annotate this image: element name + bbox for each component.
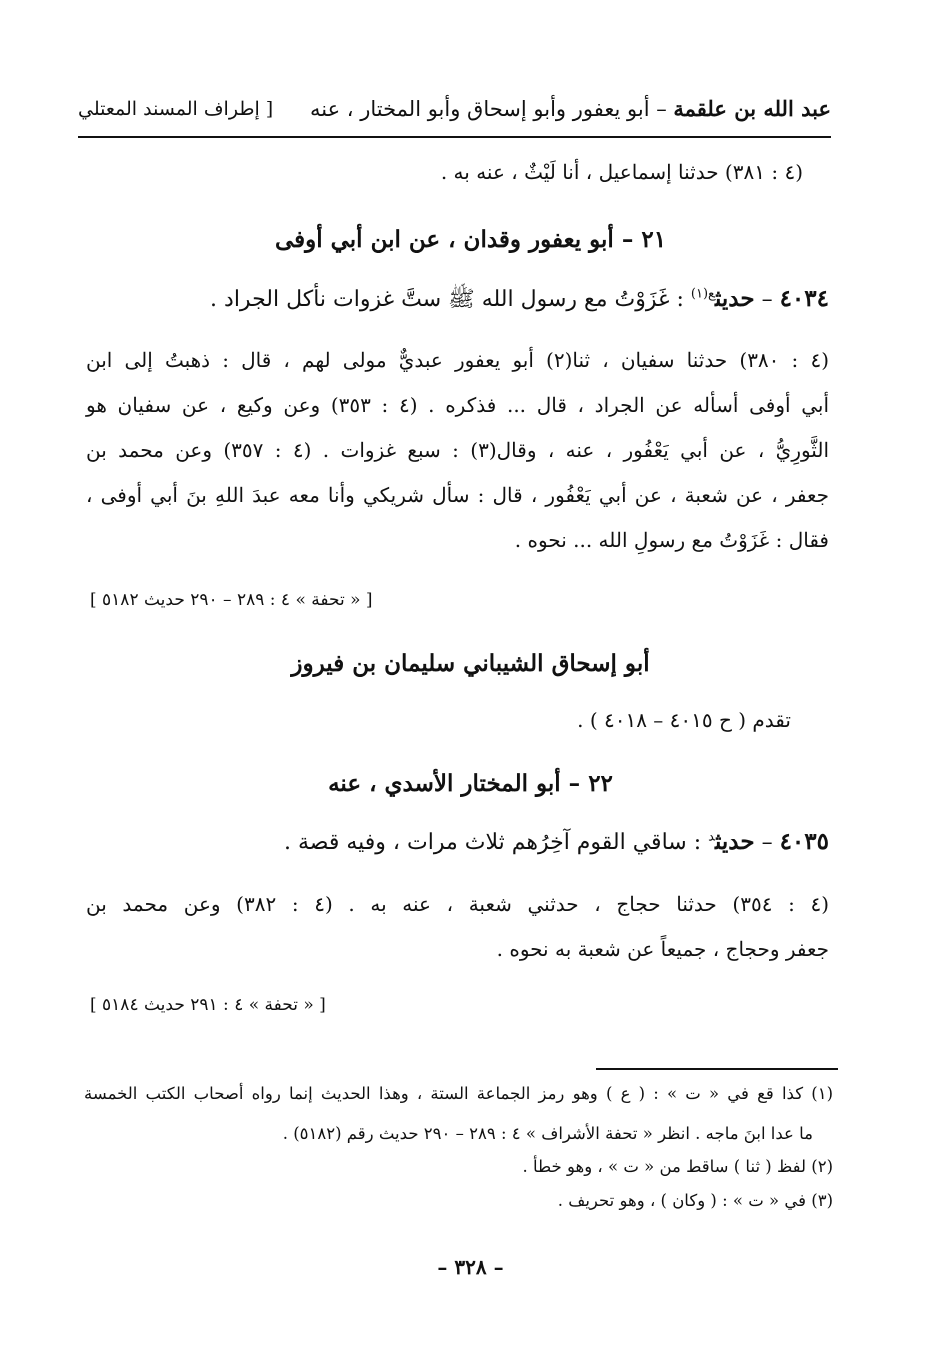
hadith-4035-paragraph — [86, 882, 829, 972]
paragraph-line: فقال : غَزَوْتُ مع رسولِ الله ... نحوه . — [514, 528, 829, 552]
header-book-title: [ إطراف المسند المعتلي — [78, 98, 274, 120]
paragraph-line: الثَّورِيُّ ، عن أبي يَعْفُور ، عنه ، وقال(٣) : سبع غزوات . (٤ : ٣٥٧) وعن محمد بن — [86, 438, 829, 462]
narrator-title-shaybani: أبو إسحاق الشيباني سليمان بن فيروز — [291, 650, 650, 677]
heading-dash: – — [754, 287, 780, 312]
paragraph-line: جعفر وحجاج ، جميعاً عن شعبة به نحوه . — [496, 937, 829, 961]
header-subtitle: – أبو يعفور وأبو إسحاق وأبو المختار ، عنه — [309, 97, 674, 121]
footnote-1: (١) كذا قع في « ت » : ( ع ) وهو رمز الجماعة الستة ، وهذا الحديث إنما رواه أصحاب الكتب الخمسة — [84, 1084, 833, 1103]
tuhfa-reference-4034: [ « تحفة » ٤ : ٢٨٩ – ٢٩٠ حديث ٥١٨٢ ] — [90, 590, 373, 610]
hadith-number: ٤٠٣٤ — [779, 285, 829, 312]
paragraph-line: أبي أوفى أسأله عن الجراد ، قال ... فذكره . (٤ : ٣٥٣) وعن وكيع ، عن سفيان هو — [86, 393, 830, 417]
page-number: – ٣٢٨ – — [437, 1255, 504, 1279]
hadith-matn: : غَزَوْتُ مع رسول الله ﷺ ستَّ غزوات نأكل الجراد . — [210, 287, 691, 312]
footnote-2: (٢) لفظ ( ثنا ) ساقط من « ت » ، وهو خطأ . — [522, 1157, 833, 1176]
running-header — [78, 92, 831, 138]
hadith-word: حديث — [714, 285, 755, 312]
heading-dash: – — [754, 830, 780, 855]
hadith-4034-heading — [210, 285, 829, 317]
hadith-number: ٤٠٣٥ — [779, 828, 829, 855]
paragraph-line: (٤ : ٣٨٠) حدثنا سفيان ، ثنا(٢) أبو يعفور عبديٌّ مولى لهم ، قال : ذهبتُ إلى ابن — [86, 348, 830, 372]
header-chapter-title — [310, 96, 831, 121]
footnote-1-continued: ما عدا ابنَ ماجه . انظر « تحفة الأشراف » ٤ : ٢٨٩ – ٢٩٠ حديث رقم (٥١٨٢) . — [282, 1124, 813, 1143]
cross-reference: تقدم ( ح ٤٠١٥ – ٤٠١٨ ) . — [577, 708, 791, 732]
hadith-matn: : ساقي القوم آخِرُهم ثلاث مرات ، وفيه قصة . — [283, 830, 709, 855]
footnote-3: (٣) في « ت » : ( وكان ) ، وهو تحريف . — [557, 1191, 833, 1210]
footnote-separator — [596, 1068, 838, 1070]
section-22-title: ٢٢ – أبو المختار الأسدي ، عنه — [328, 770, 613, 797]
isnad-line-381: (٤ : ٣٨١) حدثنا إسماعيل ، أنا لَيْثٌ ، عنه به . — [440, 160, 803, 184]
hadith-word: حديث — [714, 828, 755, 855]
hadith-4034-paragraph — [86, 338, 829, 563]
section-21-title: ٢١ – أبو يعفور وقدان ، عن ابن أبي أوفى — [274, 226, 667, 253]
hadith-rumuz: د — [708, 829, 715, 845]
header-bold-name: عبد الله بن علقمة — [673, 96, 831, 121]
tuhfa-reference-4035: [ « تحفة » ٤ : ٢٩١ حديث ٥١٨٤ ] — [90, 995, 326, 1015]
paragraph-line: جعفر ، عن شعبة ، عن أبي يَعْفُور ، قال : سأل شريكي وأنا معه عبدَ اللهِ بنَ أبي أوفى ، — [86, 483, 829, 507]
hadith-rumuz: ع(١) — [690, 286, 715, 302]
hadith-4035-heading — [284, 828, 829, 855]
paragraph-line: (٤ : ٣٥٤) حدثنا حجاج ، حدثني شعبة ، عنه به . (٤ : ٣٨٢) وعن محمد بن — [86, 892, 830, 916]
